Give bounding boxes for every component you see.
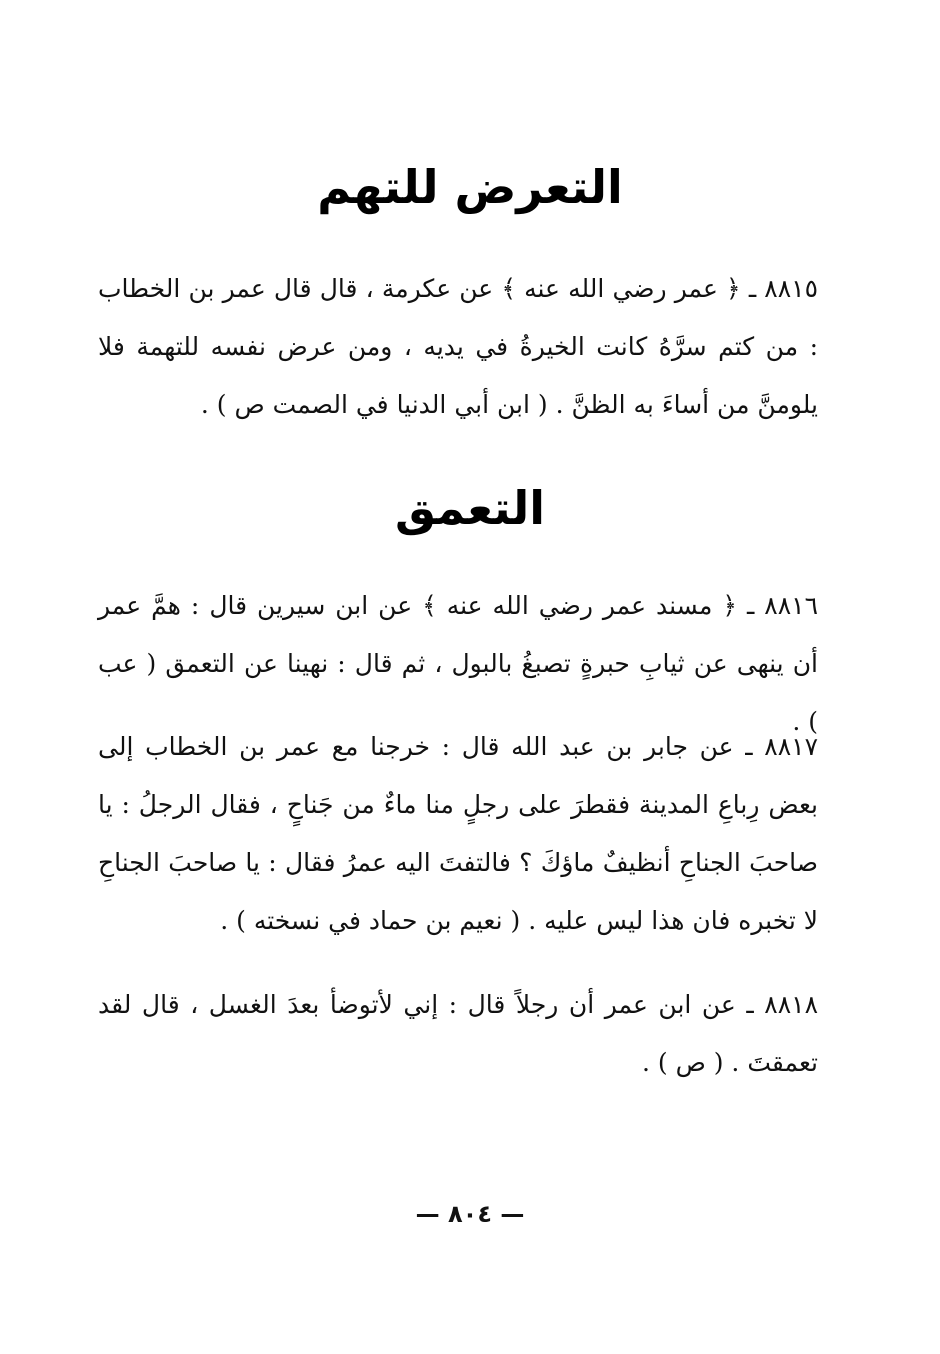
entry-number: ٨٨١٥ (764, 274, 818, 303)
page-number: — ٨٠٤ — (415, 1200, 525, 1228)
entry-separator: ـ (737, 591, 755, 620)
section-heading-excess: التعمق (394, 481, 546, 535)
entry-text: ﴿ مسند عمر رضي الله عنه ﴾ عن ابن سيرين قال : همَّ عمر أن ينهى عن ثيابِ حبرةٍ تصبغُ بالبول ، ثم قال : نهينا عن التعمق ( عب ) . (98, 591, 818, 736)
entry-text: عن ابن عمر أن رجلاً قال : إني لأتوضأ بعدَ الغسل ، قال لقد تعمقتَ . ( ص ) . (98, 990, 818, 1077)
hadith-entry-8815 (98, 260, 818, 434)
entry-separator: ـ (735, 990, 754, 1019)
hadith-entry-8818 (98, 976, 818, 1092)
section-heading-accusations: التعرض للتهم (317, 160, 623, 214)
hadith-entry-8817 (98, 718, 818, 950)
entry-number: ٨٨١٨ (764, 990, 818, 1019)
entry-number: ٨٨١٧ (764, 732, 819, 761)
entry-separator: ـ (740, 274, 757, 303)
entry-text: ﴿ عمر رضي الله عنه ﴾ عن عكرمة ، قال قال عمر بن الخطاب : من كتم سرَّهُ كانت الخيرةُ في يديه ، ومن عرض نفسه للتهمة فلا يلومنَّ من أساءَ به الظنَّ . ( ابن أبي الدنيا في الصمت ص ) . (98, 274, 818, 419)
entry-text: عن جابر بن عبد الله قال : خرجنا مع عمر بن الخطاب إلى بعض رِباعِ المدينة فقطرَ على رجلٍ منا ماءٌ من جَناحٍ ، فقال الرجلُ : يا صاحبَ الجناحِ أنظيفٌ ماؤكَ ؟ فالتفتَ اليه عمرُ فقال : يا صاحبَ الجناحِ لا تخبره فان هذا ليس عليه . ( نعيم بن حماد في نسخته ) . (98, 732, 818, 935)
entry-separator: ـ (733, 732, 753, 761)
entry-number: ٨٨١٦ (764, 591, 818, 620)
